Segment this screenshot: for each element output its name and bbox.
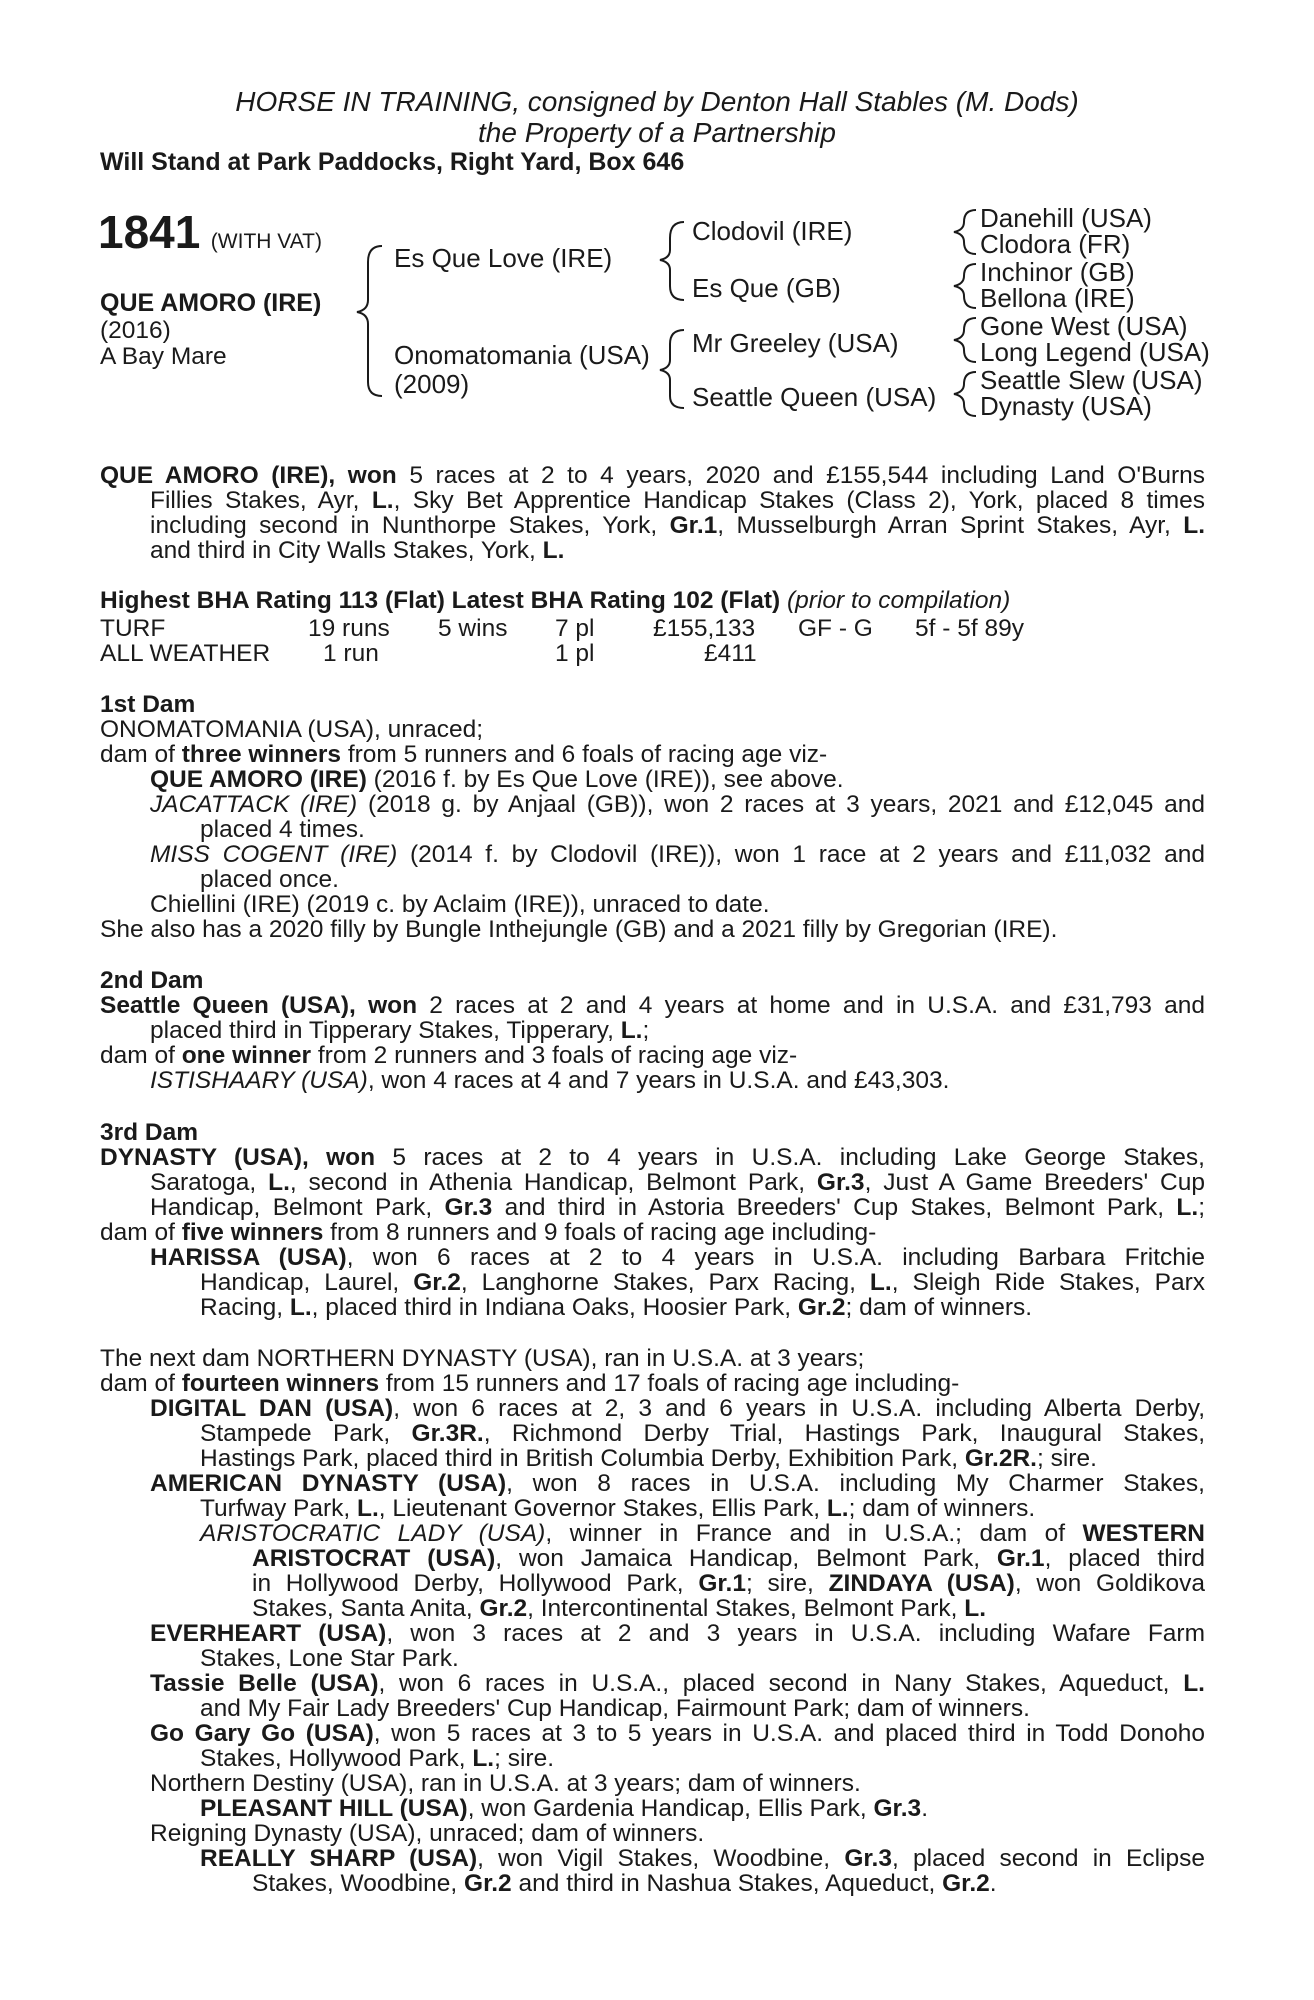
dam-line: dam of five winners from 8 runners and 9 foals of racing age including-: [100, 1219, 877, 1246]
progeny-line: Stakes, Lone Star Park.: [200, 1645, 459, 1672]
sire-sire-sire: Danehill (USA): [980, 203, 1152, 233]
summary-line: QUE AMORO (IRE), won 5 races at 2 to 4 years, 2020 and £155,544 including Land O'Burns: [100, 462, 1205, 489]
dam-line: DYNASTY (USA), won 5 races at 2 to 4 years in U.S.A. including Lake George Stakes,: [100, 1144, 1205, 1171]
sire-dam-sire: Inchinor (GB): [980, 257, 1135, 287]
dam-line: placed third in Tipperary Stakes, Tipperary, L.;: [150, 1017, 650, 1044]
progeny-line: PLEASANT HILL (USA), won Gardenia Handicap, Ellis Park, Gr.3.: [200, 1795, 928, 1822]
progeny-line: Stampede Park, Gr.3R., Richmond Derby Trial, Hastings Park, Inaugural Stakes,: [200, 1420, 1205, 1447]
dam-sire-dam: Long Legend (USA): [980, 337, 1210, 367]
sire-sire-dam: Clodora (FR): [980, 229, 1131, 259]
progeny-line: Handicap, Laurel, Gr.2, Langhorne Stakes, Parx Racing, L., Sleigh Ride Stakes, Parx: [200, 1269, 1205, 1296]
progeny-line: in Hollywood Derby, Hollywood Park, Gr.1; sire, ZINDAYA (USA), won Goldikova: [252, 1570, 1205, 1597]
dam-line: dam of fourteen winners from 15 runners and 17 foals of racing age including-: [100, 1370, 960, 1397]
progeny-line: AMERICAN DYNASTY (USA), won 8 races in U.S.A. including My Charmer Stakes,: [150, 1470, 1205, 1497]
horse-name: QUE AMORO (IRE): [100, 289, 322, 317]
dam-line: The next dam NORTHERN DYNASTY (USA), ran in U.S.A. at 3 years;: [100, 1345, 865, 1372]
progeny-line: Chiellini (IRE) (2019 c. by Aclaim (IRE)), unraced to date.: [150, 891, 770, 918]
progeny-line: Hastings Park, placed third in British Columbia Derby, Exhibition Park, Gr.2R.; sire.: [200, 1445, 1097, 1472]
progeny-line: REALLY SHARP (USA), won Vigil Stakes, Woodbine, Gr.3, placed second in Eclipse: [200, 1845, 1205, 1872]
progeny-line: Tassie Belle (USA), won 6 races in U.S.A., placed second in Nany Stakes, Aqueduct, L.: [150, 1670, 1205, 1697]
location-line: Will Stand at Park Paddocks, Right Yard, Box 646: [100, 148, 685, 176]
sire-sire: Clodovil (IRE): [692, 216, 853, 246]
progeny-line: Racing, L., placed third in Indiana Oaks, Hoosier Park, Gr.2; dam of winners.: [200, 1294, 1033, 1321]
dam-line: Seattle Queen (USA), won 2 races at 2 and 4 years at home and in U.S.A. and £31,793 and: [100, 992, 1206, 1019]
progeny-line: DIGITAL DAN (USA), won 6 races at 2, 3 and 6 years in U.S.A. including Alberta Derby,: [150, 1395, 1205, 1422]
progeny-line: Turfway Park, L., Lieutenant Governor Stakes, Ellis Park, L.; dam of winners.: [200, 1495, 1036, 1522]
progeny-line: Northern Destiny (USA), ran in U.S.A. at 3 years; dam of winners.: [150, 1770, 861, 1797]
catalogue-page: HORSE IN TRAINING, consigned by Denton Hall Stables (M. Dods) the Property of a Partnership Will Stand at Park Paddocks, Right Yard, Box 646 1841 (WITH VAT) QUE AMORO (IRE) (2016) A Bay Mare Es Que Love (IRE) Onomatomania (USA) (2009) Clodovil (IRE) Es Que (GB) Mr Greeley (USA) Seattle Queen (USA) Danehill (USA) Clodora (FR) Inchinor (GB) Bellona (IRE) Gone West (USA) Long Legend (USA) Seattle Slew (USA) Dynasty (USA) QUE AMORO (IRE), won 5 races at 2 to 4 years, 2020 and £155,544 including Land O'Burns Fillies Stakes, Ayr, L., Sky Bet Apprentice Handicap Stakes (Class 2), York, placed 8 times including second in Nunthorpe Stakes, York, Gr.1, Musselburgh Arran Sprint Stakes, Ayr, L. and third in City Walls Stakes, York, L. Highest BHA Rating 113 (Flat) Latest BHA Rating 102 (Flat) (prior to compilation) TURF 19 runs 5 wins 7 pl £155,133 GF - G 5f - 5f 89y ALL WEATHER 1 run 1 pl £411 1st Dam ONOMATOMANIA (USA), unraced; dam of three winners from 5 runners and 6 foals of racing age viz- QUE AMORO (IRE) (2016 f. by Es Que Love (IRE)), see above. JACATTACK (IRE) (2018 g. by Anjaal (GB)), won 2 races at 3 years, 2021 and £12,045 and placed 4 times. MISS COGENT (IRE) (2014 f. by Clodovil (IRE)), won 1 race at 2 years and £11,032 and placed once. Chiellini (IRE) (2019 c. by Aclaim (IRE)), unraced to date. She also has a 2020 filly by Bungle Inthejungle (GB) and a 2021 filly by Gregorian (IRE). 2nd Dam Seattle Queen (USA), won 2 races at 2 and 4 years at home and in U.S.A. and £31,793 and placed third in Tipperary Stakes, Tipperary, L.; dam of one winner from 2 runners and 3 foals of racing age viz- ISTISHAARY (USA), won 4 races at 4 and 7 years in U.S.A. and £43,303. 3rd Dam DYNASTY (USA), won 5 races at 2 to 4 years in U.S.A. including Lake George Stakes, Saratoga, L., second in Athenia Handicap, Belmont Park, Gr.3, Just A Game Breeders' Cup Handicap, Belmont Park, Gr.3 and third in Astoria Breeders' Cup Stakes, Belmont Park, L.; dam of five winners from 8 runners and 9 foals of racing age including- HARISSA (USA), won 6 races at 2 to 4 years in U.S.A. including Barbara Fritchie Handicap, Laurel, Gr.2, Langhorne Stakes, Parx Racing, L., Sleigh Ride Stakes, Parx Racing, L., placed third in Indiana Oaks, Hoosier Park, Gr.2; dam of winners. The next dam NORTHERN DYNASTY (USA), ran in U.S.A. at 3 years; dam of fourteen winners from 15 runners and 17 foals of racing age including- DIGITAL DAN (USA), won 6 races at 2, 3 and 6 years in U.S.A. including Alberta Derby, Stampede Park, Gr.3R., Richmond Derby Trial, Hastings Park, Inaugural Stakes, Hastings Park, placed third in British Columbia Derby, Exhibition Park, Gr.2R.; sire. AMERICAN DYNASTY (USA), won 8 races in U.S.A. including My Charmer Stakes, Turfway Park, L., Lieutenant Governor Stakes, Ellis Park, L.; dam of winners. ARISTOCRATIC LADY (USA), winner in France and in U.S.A.; dam of WESTERN ARISTOCRAT (USA), won Jamaica Handicap, Belmont Park, Gr.1, placed third in Hollywood Derby, Hollywood Park, Gr.1; sire, ZINDAYA (USA), won Goldikova Stakes, Santa Anita, Gr.2, Intercontinental Stakes, Belmont Park, L. EVERHEART (USA), won 3 races at 2 and 3 years in U.S.A. including Wafare Farm Stakes, Lone Star Park. Tassie Belle (USA), won 6 races in U.S.A., placed second in Nany Stakes, Aqueduct, L. and My Fair Lady Breeders' Cup Handicap, Fairmount Park; dam of winners. Go Gary Go (USA), won 5 races at 3 to 5 years in U.S.A. and placed third in Todd Donoho Stakes, Hollywood Park, L.; sire. Northern Destiny (USA), ran in U.S.A. at 3 years; dam of winners. PLEASANT HILL (USA), won Gardenia Handicap, Ellis Park, Gr.3. Reigning Dynasty (USA), unraced; dam of winners. REALLY SHARP (USA), won Vigil Stakes, Woodbine, Gr.3, placed second in Eclipse Stakes, Woodbine, Gr.2 and third in Nashua Stakes, Aqueduct, Gr.2.: [0, 0, 1314, 2000]
progeny-line: MISS COGENT (IRE) (2014 f. by Clodovil (IRE)), won 1 race at 2 years and £11,032 and: [150, 841, 1205, 868]
horse-description: A Bay Mare: [100, 343, 227, 370]
dam-dam-sire: Seattle Slew (USA): [980, 365, 1203, 395]
progeny-line: ISTISHAARY (USA), won 4 races at 4 and 7 years in U.S.A. and £43,303.: [150, 1067, 950, 1094]
progeny-line: Stakes, Santa Anita, Gr.2, Intercontinental Stakes, Belmont Park, L.: [252, 1595, 987, 1622]
section-heading: 3rd Dam: [100, 1119, 199, 1146]
dam-sire-sire: Gone West (USA): [980, 311, 1188, 341]
bha-rating: Highest BHA Rating 113 (Flat) Latest BHA Rating 102 (Flat) (prior to compilation): [100, 587, 1011, 614]
progeny-line: ARISTOCRAT (USA), won Jamaica Handicap, Belmont Park, Gr.1, placed third: [252, 1545, 1205, 1572]
sire: Es Que Love (IRE): [394, 243, 613, 273]
dam-sire: Mr Greeley (USA): [692, 328, 899, 358]
section-heading: 2nd Dam: [100, 967, 204, 994]
dam-line: dam of three winners from 5 runners and 6 foals of racing age viz-: [100, 741, 828, 768]
sire-dam-dam: Bellona (IRE): [980, 283, 1135, 313]
dam-line: She also has a 2020 filly by Bungle Inthejungle (GB) and a 2021 filly by Gregorian (IRE).: [100, 916, 1058, 943]
sire-dam: Es Que (GB): [692, 273, 841, 303]
progeny-line: placed 4 times.: [200, 816, 365, 843]
progeny-line: QUE AMORO (IRE) (2016 f. by Es Que Love (IRE)), see above.: [150, 766, 844, 793]
progeny-line: Reigning Dynasty (USA), unraced; dam of winners.: [150, 1820, 705, 1847]
dam-line: Handicap, Belmont Park, Gr.3 and third in Astoria Breeders' Cup Stakes, Belmont Park, L.;: [150, 1194, 1205, 1221]
section-heading: 1st Dam: [100, 691, 196, 718]
progeny-line: HARISSA (USA), won 6 races at 2 to 4 years in U.S.A. including Barbara Fritchie: [150, 1244, 1205, 1271]
progeny-line: and My Fair Lady Breeders' Cup Handicap, Fairmount Park; dam of winners.: [200, 1695, 1030, 1722]
progeny-line: placed once.: [200, 866, 339, 893]
dam: Onomatomania (USA): [394, 340, 650, 370]
dam-dam: Seattle Queen (USA): [692, 382, 937, 412]
vat-note: (WITH VAT): [210, 230, 322, 253]
owner-line: the Property of a Partnership: [478, 117, 836, 148]
lot-number: 1841: [98, 206, 201, 258]
dam-year: (2009): [394, 369, 470, 399]
progeny-line: JACATTACK (IRE) (2018 g. by Anjaal (GB)), won 2 races at 3 years, 2021 and £12,045 and: [150, 791, 1205, 818]
progeny-line: Go Gary Go (USA), won 5 races at 3 to 5 years in U.S.A. and placed third in Todd Donoho: [150, 1720, 1205, 1747]
dam-line: ONOMATOMANIA (USA), unraced;: [100, 716, 484, 743]
progeny-line: Stakes, Hollywood Park, L.; sire.: [200, 1745, 555, 1772]
summary-line: including second in Nunthorpe Stakes, York, Gr.1, Musselburgh Arran Sprint Stakes, Ayr, L.: [150, 512, 1206, 539]
summary-line: Fillies Stakes, Ayr, L., Sky Bet Apprentice Handicap Stakes (Class 2), York, placed 8 times: [150, 487, 1205, 514]
summary-line: and third in City Walls Stakes, York, L.: [150, 537, 565, 564]
consignor-line: HORSE IN TRAINING, consigned by Denton Hall Stables (M. Dods): [235, 86, 1079, 117]
foaling-year: (2016): [100, 317, 171, 344]
progeny-line: Stakes, Woodbine, Gr.2 and third in Nashua Stakes, Aqueduct, Gr.2.: [252, 1870, 997, 1897]
dam-line: Saratoga, L., second in Athenia Handicap, Belmont Park, Gr.3, Just A Game Breeders' Cup: [150, 1169, 1205, 1196]
progeny-line: EVERHEART (USA), won 3 races at 2 and 3 years in U.S.A. including Wafare Farm: [150, 1620, 1205, 1647]
dam-line: dam of one winner from 2 runners and 3 foals of racing age viz-: [100, 1042, 798, 1069]
dam-dam-dam: Dynasty (USA): [980, 391, 1152, 421]
progeny-line: ARISTOCRATIC LADY (USA), winner in France and in U.S.A.; dam of WESTERN: [200, 1520, 1205, 1547]
